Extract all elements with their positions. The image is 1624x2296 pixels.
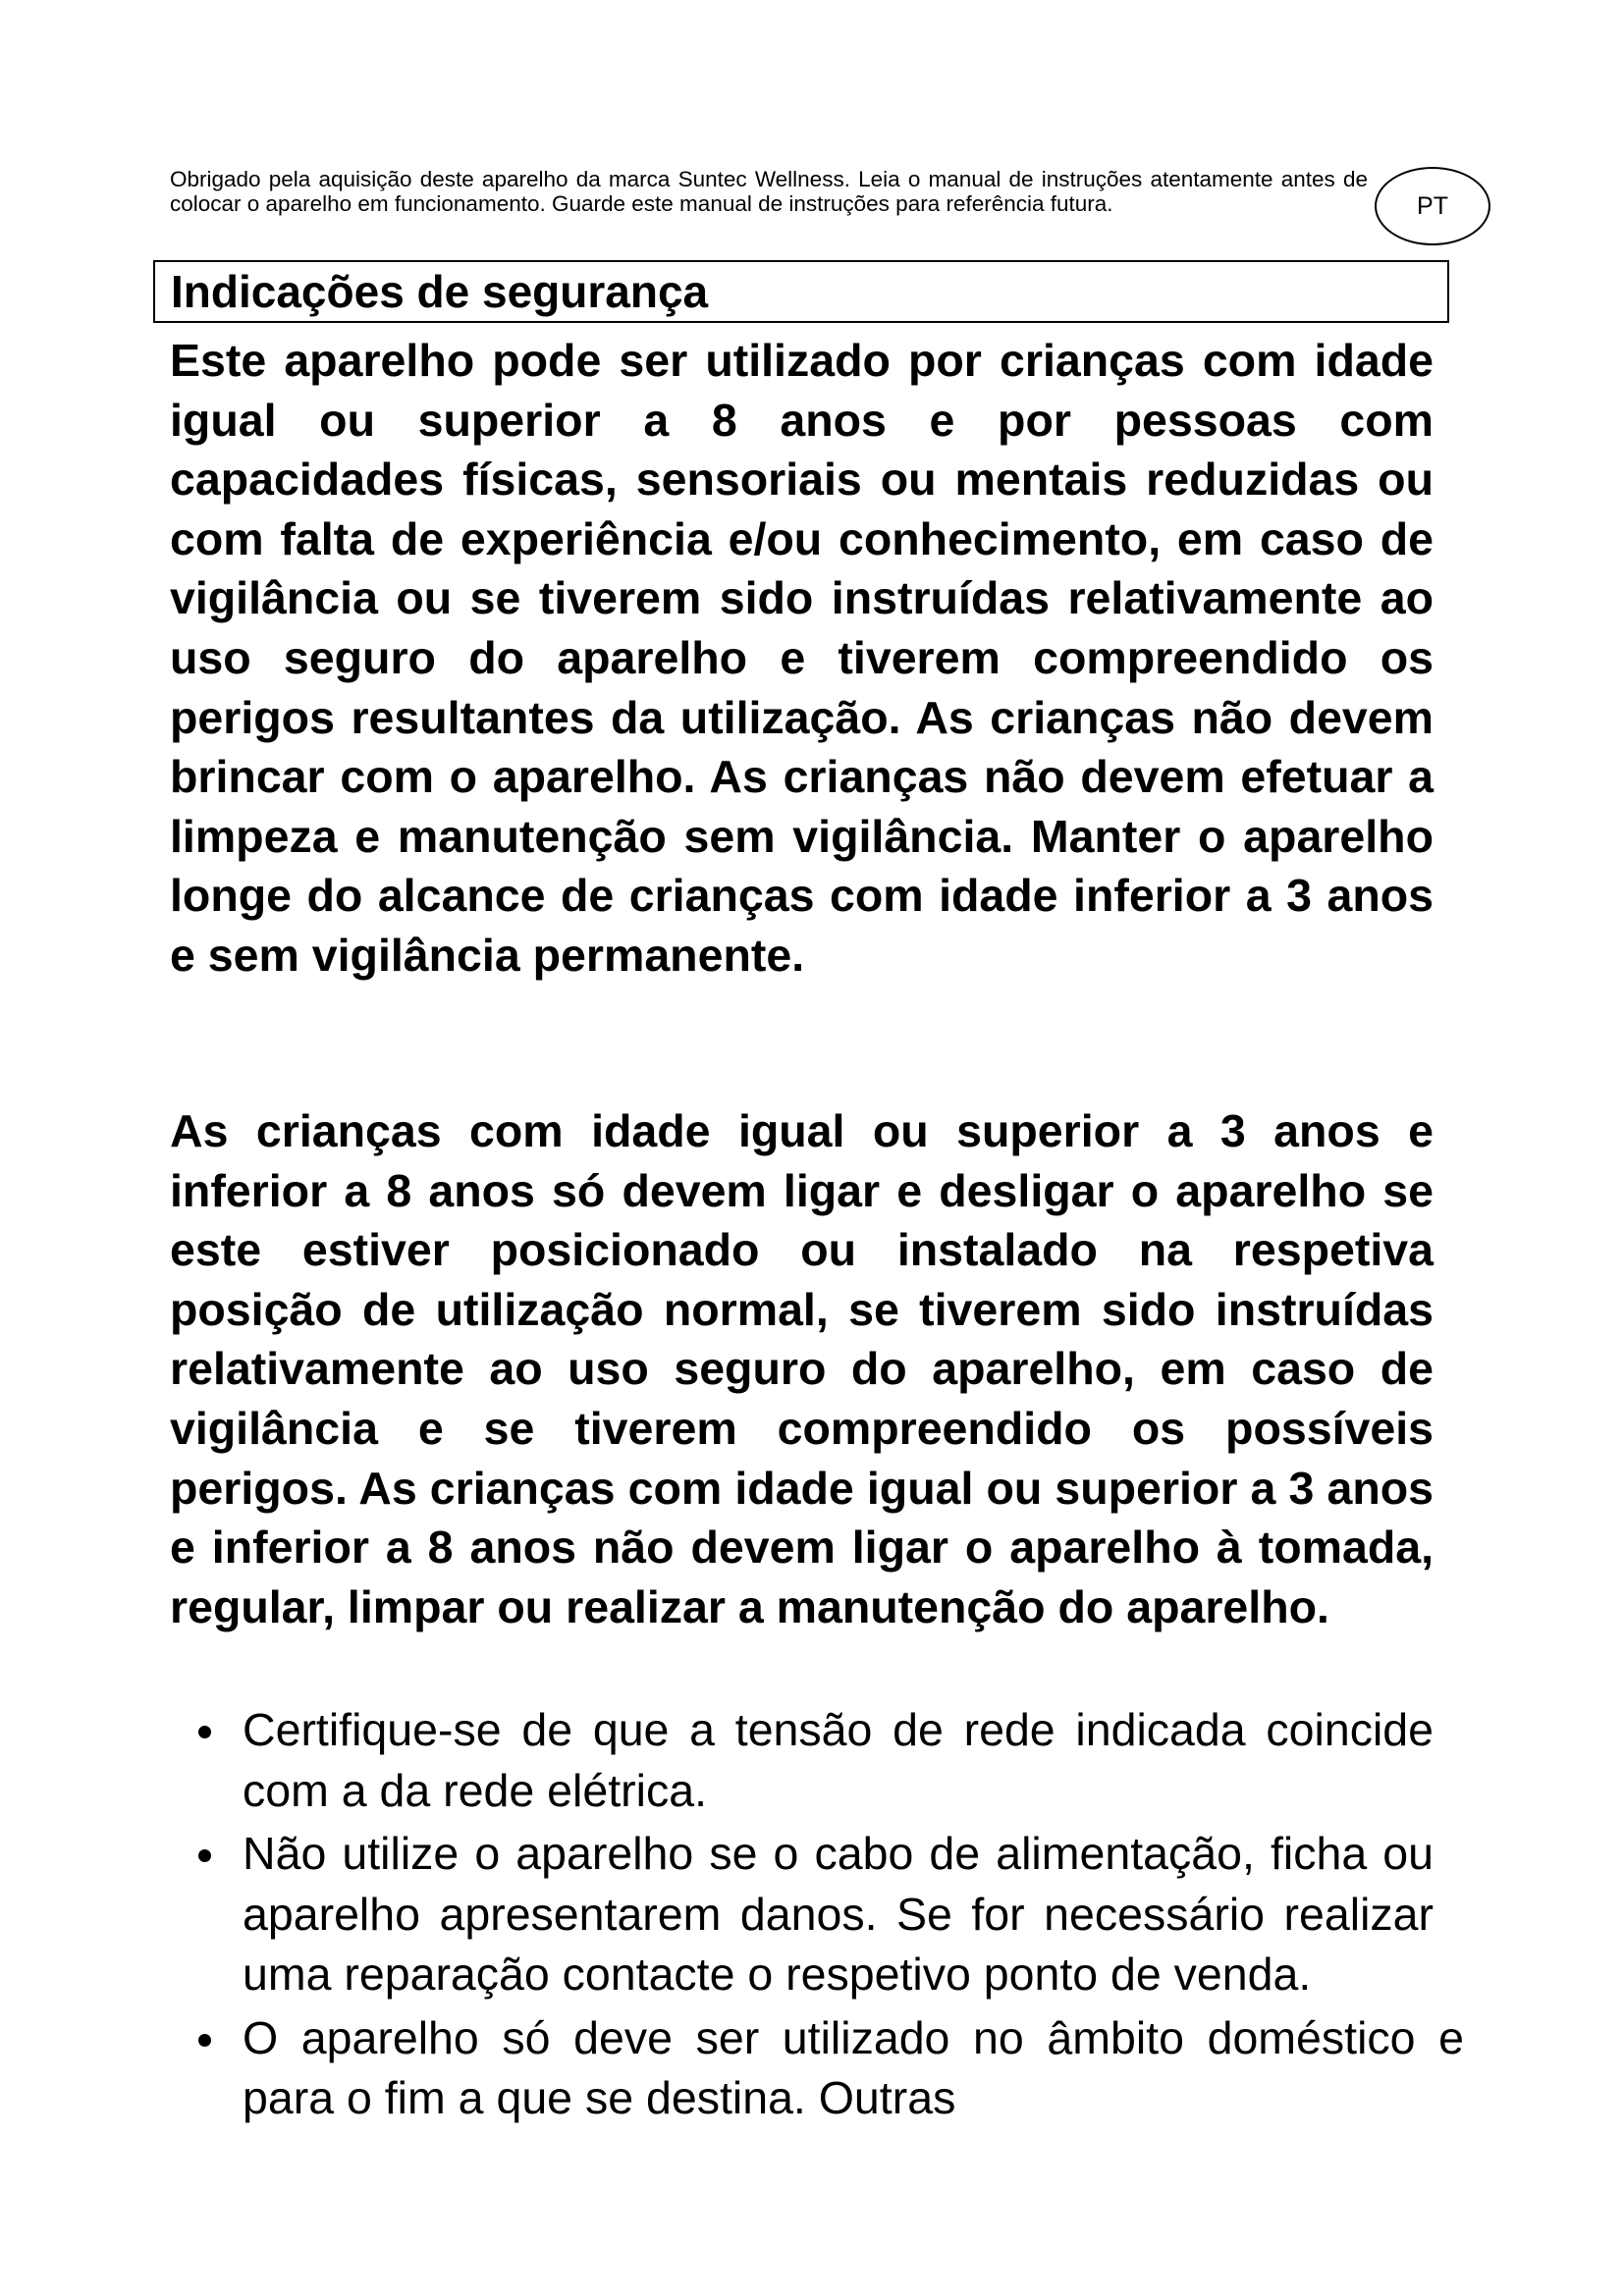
bullet-icon [198,2034,211,2047]
bullet-text: Não utilize o aparelho se o cabo de alimentação, ficha ou aparelho apresentarem danos. Se for necessário realizar uma reparação contacte o respetivo ponto de venda. [243,1828,1434,2000]
child-usage-warning-paragraph: As crianças com idade igual ou superior a 3 anos e inferior a 8 anos só devem ligar e desligar o aparelho se este estiver posicionado ou instalado na respetiva posição de utilização normal, se tiverem sido instruídas relativamente ao uso seguro do aparelho, em caso de vigilância e se tiverem compreendido os possíveis perigos. As crianças com idade igual ou superior a 3 anos e inferior a 8 anos não devem ligar o aparelho à tomada, regular, limpar ou realizar a manutenção do aparelho. [170,1105,1434,1632]
bullet-text: O aparelho só deve ser utilizado no âmbito doméstico e para o fim a que se destina. Outras [243,2011,1464,2123]
section-title: Indicações de segurança [171,266,709,317]
intro-paragraph: Obrigado pela aquisição deste aparelho da marca Suntec Wellness. Leia o manual de instruções atentamente antes de colocar o aparelho em funcionamento. Guarde este manual de instruções para referência futura. [170,167,1368,216]
bullet-icon [198,1849,211,1862]
safety-bullet-list [196,1700,1464,2132]
safety-warning-paragraph: Este aparelho pode ser utilizado por crianças com idade igual ou superior a 8 anos e por pessoas com capacidades físicas, sensoriais ou mentais reduzidas ou com falta de experiência e/ou conhecimento, em caso de vigilância ou se tiverem sido instruídas relativamente ao uso seguro do aparelho e tiverem compreendido os perigos resultantes da utilização. As crianças não devem brincar com o aparelho. As crianças não devem efetuar a limpeza e manutenção sem vigilância. Manter o aparelho longe do alcance de crianças com idade inferior a 3 anos e sem vigilância permanente. [170,335,1434,981]
list-item [196,1824,1434,2005]
list-item [196,1700,1434,1821]
list-item [196,2008,1464,2129]
section-title-box [153,260,1449,323]
language-badge: PT [1375,167,1490,245]
bullet-text: Certifique-se de que a tensão de rede indicada coincide com a da rede elétrica. [243,1704,1434,1816]
bullet-icon [198,1726,211,1738]
